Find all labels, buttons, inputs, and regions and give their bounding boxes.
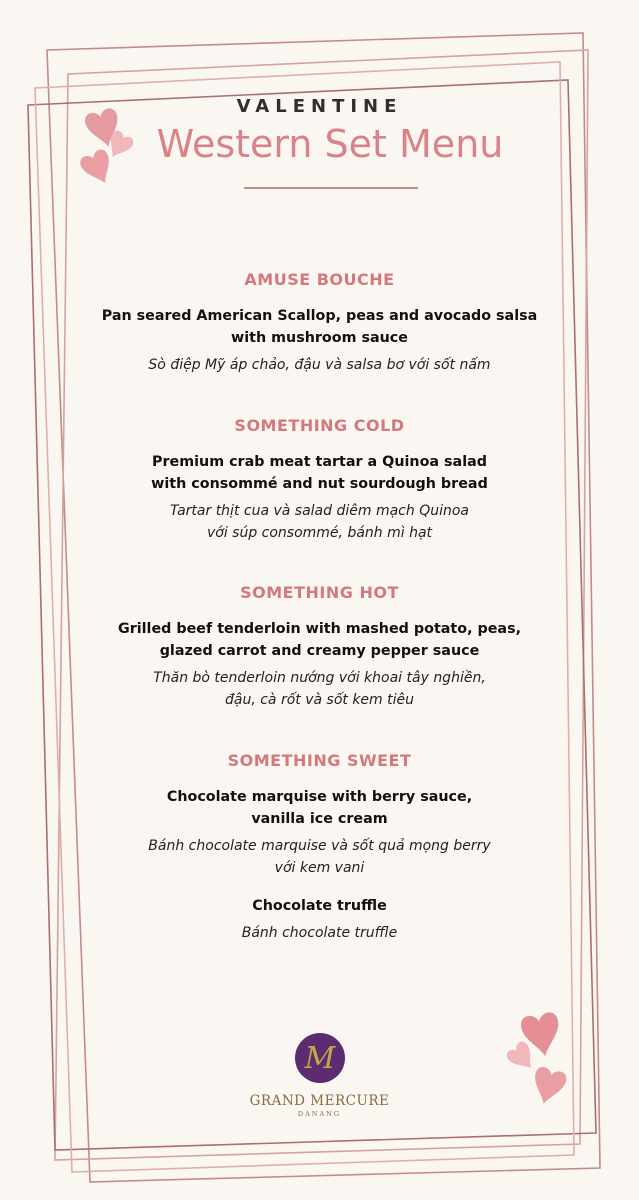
dish-line: Chocolate marquise with berry sauce,: [166, 789, 473, 805]
dish-line: Sò điệp Mỹ áp chảo, đậu và salsa bơ với sốt nấm: [148, 357, 491, 373]
dish-name-vi: [0, 667, 639, 711]
dish-line: đậu, cà rốt và sốt kem tiêu: [224, 692, 414, 708]
dish-item: [0, 618, 639, 711]
dish-item: [0, 895, 639, 944]
dish-line: với kem vani: [274, 860, 365, 876]
hotel-name: GRAND MERCURE: [249, 1093, 390, 1109]
dish-name-en: [0, 618, 639, 662]
dish-line: with mushroom sauce: [231, 330, 408, 346]
dish-line: Bánh chocolate truffle: [241, 925, 398, 941]
dish-line: Tartar thịt cua và salad diêm mạch Quinoa: [170, 503, 469, 519]
dish-item: [0, 305, 639, 376]
dish-name-en: [0, 786, 639, 830]
dish-line: Pan seared American Scallop, peas and avocado salsa: [101, 308, 538, 324]
dish-name-en: [0, 451, 639, 495]
dish-line: với súp consommé, bánh mì hạt: [206, 525, 433, 541]
section-heading: SOMETHING HOT: [240, 583, 399, 602]
grand-mercure-logo-mark: [294, 1032, 346, 1084]
dish-line: Chocolate truffle: [252, 898, 387, 914]
dish-name-en: [0, 305, 639, 349]
section-heading: SOMETHING COLD: [234, 416, 405, 435]
section-something-cold: [0, 416, 639, 544]
dish-name-vi: [0, 354, 639, 376]
title-divider: [244, 187, 418, 189]
dish-line: with consommé and nut sourdough bread: [151, 476, 488, 492]
dish-line: Thăn bò tenderloin nướng với khoai tây nghiền,: [153, 670, 486, 686]
section-heading: AMUSE BOUCHE: [244, 270, 395, 289]
dish-line: glazed carrot and creamy pepper sauce: [159, 643, 480, 659]
menu-title: Western Set Menu: [156, 122, 504, 166]
dish-name-vi: [0, 500, 639, 544]
section-amuse-bouche: [0, 270, 639, 376]
section-something-hot: [0, 583, 639, 711]
logo-mark-letter: M: [304, 1041, 335, 1076]
section-something-sweet: [0, 751, 639, 944]
dish-name-vi: [0, 922, 639, 944]
dish-line: Bánh chocolate marquise và sốt quả mọng berry: [148, 838, 491, 854]
section-heading: SOMETHING SWEET: [227, 751, 412, 770]
hotel-city: DANANG: [297, 1110, 342, 1118]
dish-line: vanilla ice cream: [251, 811, 388, 827]
dish-item: [0, 786, 639, 879]
menu-eyebrow: VALENTINE: [236, 96, 403, 117]
dish-name-vi: [0, 835, 639, 879]
hotel-logo: [0, 1032, 639, 1118]
dish-line: Premium crab meat tartar a Quinoa salad: [152, 454, 487, 470]
dish-name-en: [0, 895, 639, 917]
dish-line: Grilled beef tenderloin with mashed potato, peas,: [117, 621, 522, 637]
dish-item: [0, 451, 639, 544]
